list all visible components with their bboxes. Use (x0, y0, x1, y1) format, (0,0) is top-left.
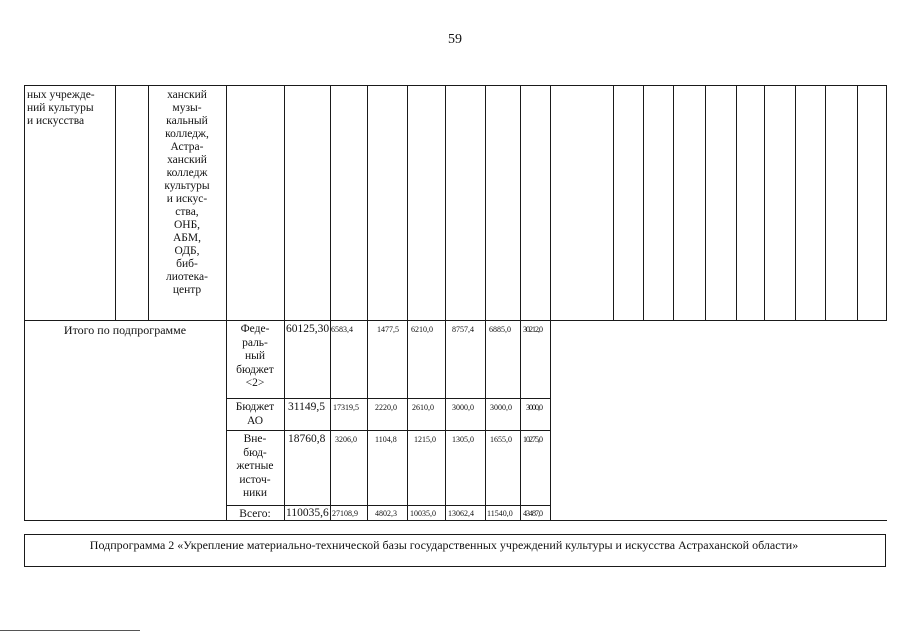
val-r3-2: 1104,8 (375, 435, 397, 444)
val-r2-4: 3000,0 (452, 403, 474, 412)
val-r2-5: 3000,0 (490, 403, 512, 412)
val-r4-2: 4802,3 (375, 509, 397, 518)
val-r3-3: 1215,0 (414, 435, 436, 444)
val-r3-4: 1305,0 (452, 435, 474, 444)
val-r2-1: 17319,5 (333, 403, 359, 412)
val-r4-6: 43487,0 (523, 509, 542, 518)
val-r1-2: 1477,5 (377, 325, 399, 334)
source-extrabudget: Вне- бюд- жетные источ- ники (236, 433, 274, 499)
total-regional: 31149,5 (288, 401, 325, 413)
page-number: 59 (448, 32, 462, 47)
source-federal: Феде- раль- ный бюджет <2> (236, 323, 274, 389)
val-r4-3: 10035,0 (410, 509, 436, 518)
totals-label: Итого по подпрограмме (63, 323, 187, 337)
val-r2-3: 2610,0 (412, 403, 434, 412)
val-r4-5: 11540,0 (487, 509, 513, 518)
val-r4-1: 27108,9 (332, 509, 358, 518)
val-r3-1: 3206,0 (335, 435, 357, 444)
total-extrabudget: 18760,8 (288, 433, 326, 445)
val-r2-2: 2220,0 (375, 403, 397, 412)
total-all: 110035,6 (286, 507, 329, 519)
footer-rule (0, 630, 140, 631)
cell-institution-type: ных учрежде- ний культуры и искусства (27, 89, 95, 127)
val-r3-6: 10275,0 (523, 435, 542, 444)
subprogram-banner-title: Подпрограмма 2 «Укрепление материально-технической базы государственных учреждений культуры и искусства Астраханской области» (89, 538, 799, 552)
source-total: Всего: (239, 508, 271, 520)
val-r4-4: 13062,4 (448, 509, 474, 518)
cell-institution-list: ханский музы- кальный колледж, Астра- ханский колледж культуры и искус- ства, ОНБ, АБМ, ОДБ, биб- лиотека- центр (164, 89, 210, 296)
val-r1-1: 6583,4 (331, 325, 353, 334)
val-r1-4: 8757,4 (452, 325, 474, 334)
val-r1-5: 6885,0 (489, 325, 511, 334)
total-federal: 60125,30 (286, 323, 330, 335)
val-r1-3: 6210,0 (411, 325, 433, 334)
val-r3-5: 1655,0 (490, 435, 512, 444)
source-regional: Бюджет АО (235, 401, 275, 427)
val-r2-6: 3000,0 (526, 403, 542, 412)
val-r1-6: 30212,0 (523, 325, 542, 334)
